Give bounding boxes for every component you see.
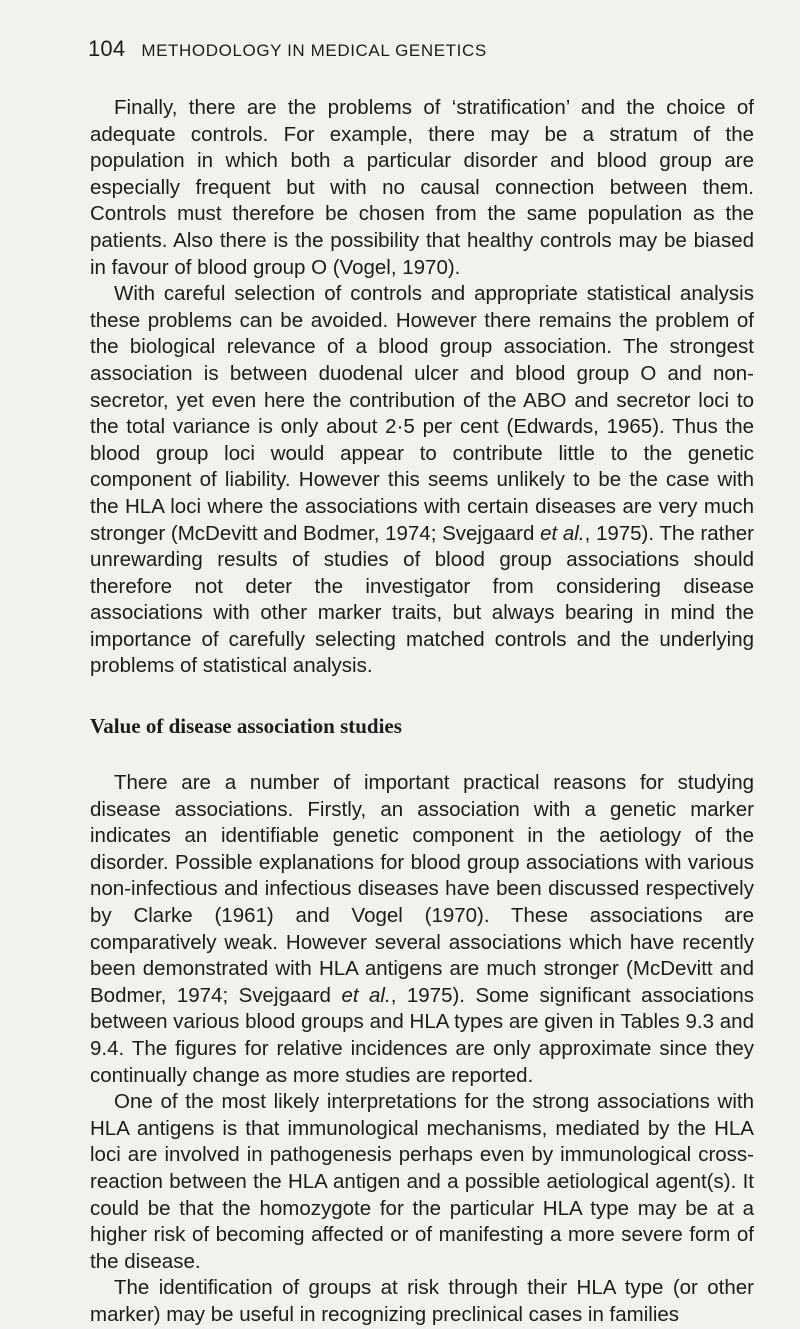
running-header — [88, 36, 487, 62]
citation-et-al: et al. — [540, 521, 585, 545]
paragraph-groups-at-risk: The identification of groups at risk through their HLA type (or other marker) may be useful in recognizing preclinical cases in families — [90, 1276, 754, 1326]
page-number: 104 — [88, 36, 126, 61]
section-heading: Value of disease association studies — [90, 714, 402, 739]
paragraph-immunological-mechanisms: One of the most likely interpretations for the strong associations with HLA antigens is that immunological mechanisms, mediated by the HLA loci are involved in pathogenesis perhaps even by immunological cross-reaction between the HLA antigen and a possible aetiological agent(s). It could be that the homozygote for the particular HLA type may be at a higher risk of becoming affected or of manifesting a more severe form of the disease. — [90, 1090, 754, 1273]
running-title: METHODOLOGY IN MEDICAL GENETICS — [141, 41, 487, 60]
citation-et-al: et al. — [341, 983, 391, 1007]
paragraph-stratification: Finally, there are the problems of ‘stratification’ and the choice of adequate controls. For example, there may be a stratum of the population in which both a particular disorder and blood group are especially frequent but with no causal connection between them. Controls must therefore be chosen from the same population as the patients. Also there is the possibility that healthy controls may be biased in favour of blood group O (Vogel, 1970). — [90, 96, 754, 279]
paragraph-practical-reasons: There are a number of important practical reasons for studying disease associations. Firstly, an association with a genetic marker indicates an identifiable genetic component in the aetiology of the disorder. Possible explanations for blood group associations with various non-infectious and infectious diseases have been discussed respectively by Clarke (1961) and Vogel (1970). These associations are comparatively weak. However several associations which have recently been demonstrated with HLA antigens are much stronger (McDevitt and Bodmer, 1974; Svejgaard et al., 1975). Some significant associations between various blood groups and HLA types are given in Tables 9.3 and 9.4. The figures for relative incidences are only approximate since they continually change as more studies are reported. — [90, 771, 754, 1087]
body-text — [90, 95, 754, 1329]
paragraph-controls-selection: With careful selection of controls and appropriate statistical analysis these problems can be avoided. However there remains the problem of the biological relevance of a blood group association. The strongest association is between duodenal ulcer and blood group O and non-secretor, yet even here the contribution of the ABO and secretor loci to the total variance is only about 2·5 per cent (Edwards, 1965). Thus the blood group loci would appear to contribute little to the genetic component of liability. However this seems unlikely to be the case with the HLA loci where the associations with certain diseases are very much stronger (McDevitt and Bodmer, 1974; Svejgaard et al., 1975). The rather unrewarding results of studies of blood group associations should therefore not deter the investigator from considering disease associations with other marker traits, but always bearing in mind the importance of carefully selecting matched controls and the underlying problems of statistical analysis. — [90, 282, 754, 678]
